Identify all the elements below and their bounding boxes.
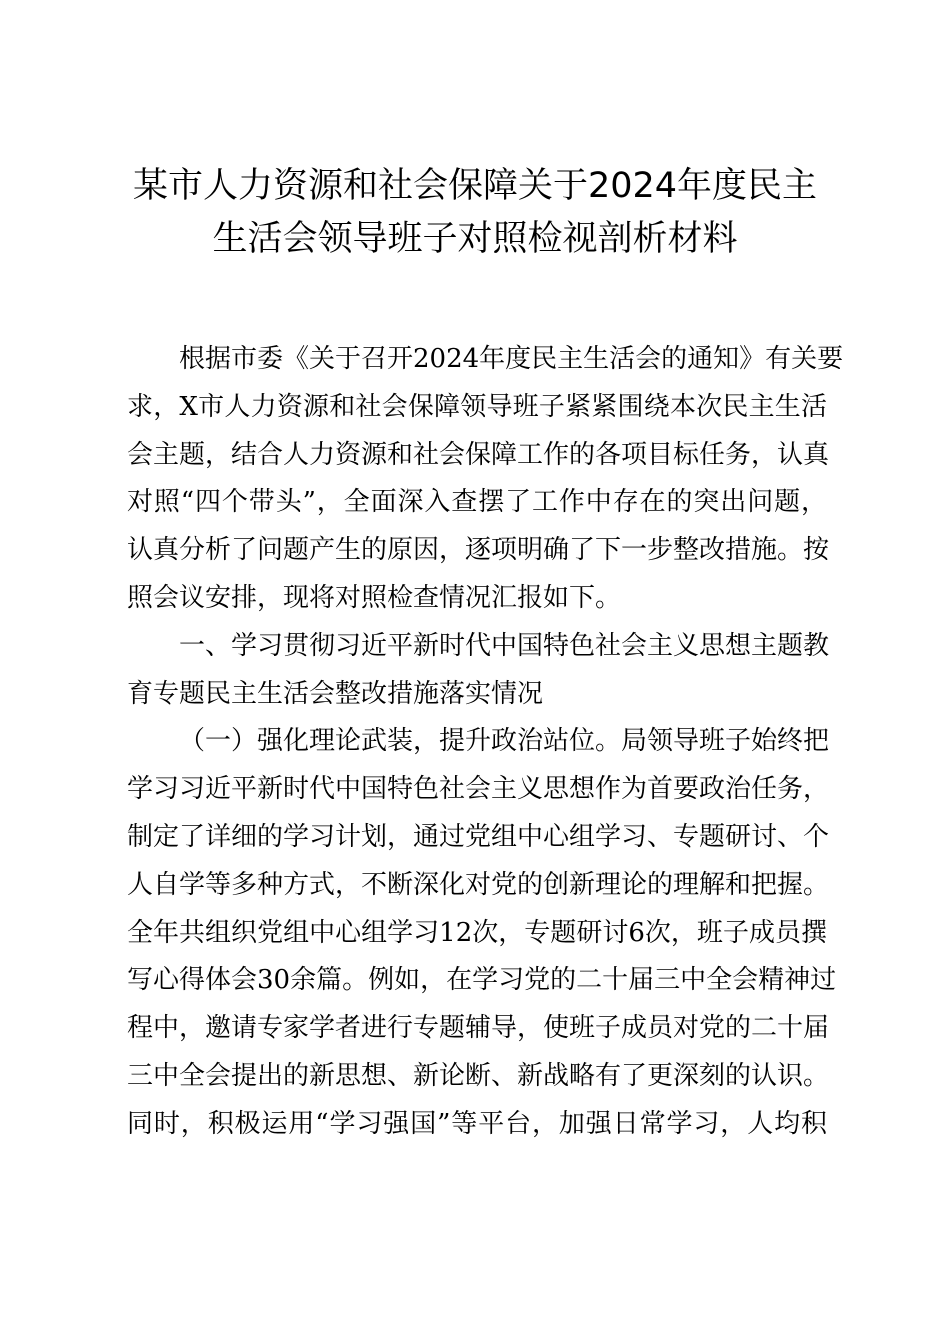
section-heading-line-2: 育专题民主生活会整改措施落实情况 (127, 678, 544, 709)
para-line-1: （一）强化理论武装，提升政治站位。局领导班子始终把 (179, 726, 830, 757)
intro-paragraph (127, 336, 844, 623)
para-line-3: 制定了详细的学习计划，通过党组中心组学习、专题研讨、个 (127, 821, 830, 852)
para-line-4: 人自学等多种方式，不断深化对党的创新理论的理解和把握。 (127, 869, 830, 900)
subsection-paragraph-1 (127, 718, 837, 1148)
document-body (127, 336, 844, 1149)
para-line-7: 程中，邀请专家学者进行专题辅导，使班子成员对党的二十届 (127, 1013, 830, 1044)
intro-line-6: 照会议安排，现将对照检查情况汇报如下。 (127, 582, 622, 613)
para-line-9: 同时，积极运用“学习强国”等平台，加强日常学习，人均积 (127, 1108, 827, 1139)
section-heading-line-1: 一、学习贯彻习近平新时代中国特色社会主义思想主题教 (179, 630, 830, 661)
para-line-8: 三中全会提出的新思想、新论断、新战略有了更深刻的认识。 (127, 1060, 830, 1091)
intro-line-4: 对照“四个带头”，全面深入查摆了工作中存在的突出问题， (127, 487, 827, 518)
intro-line-1: 根据市委《关于召开2024年度民主生活会的通知》有关要 (179, 344, 844, 374)
title-line-2: 生活会领导班子对照检视剖析材料 (212, 219, 738, 259)
section-heading-1 (127, 623, 830, 719)
document-title (100, 160, 850, 266)
para-line-2: 学习习近平新时代中国特色社会主义思想作为首要政治任务， (127, 774, 830, 805)
para-line-5: 全年共组织党组中心组学习12次，专题研讨6次，班子成员撰 (127, 917, 827, 948)
title-line-1: 某市人力资源和社会保障关于2024年度民主 (132, 166, 818, 206)
intro-line-2: 求，X市人力资源和社会保障领导班子紧紧围绕本次民主生活 (127, 391, 827, 422)
intro-line-3: 会主题，结合人力资源和社会保障工作的各项目标任务，认真 (127, 439, 830, 470)
intro-line-5: 认真分析了问题产生的原因，逐项明确了下一步整改措施。按 (127, 535, 830, 566)
para-line-6: 写心得体会30余篇。例如，在学习党的二十届三中全会精神过 (127, 965, 837, 996)
